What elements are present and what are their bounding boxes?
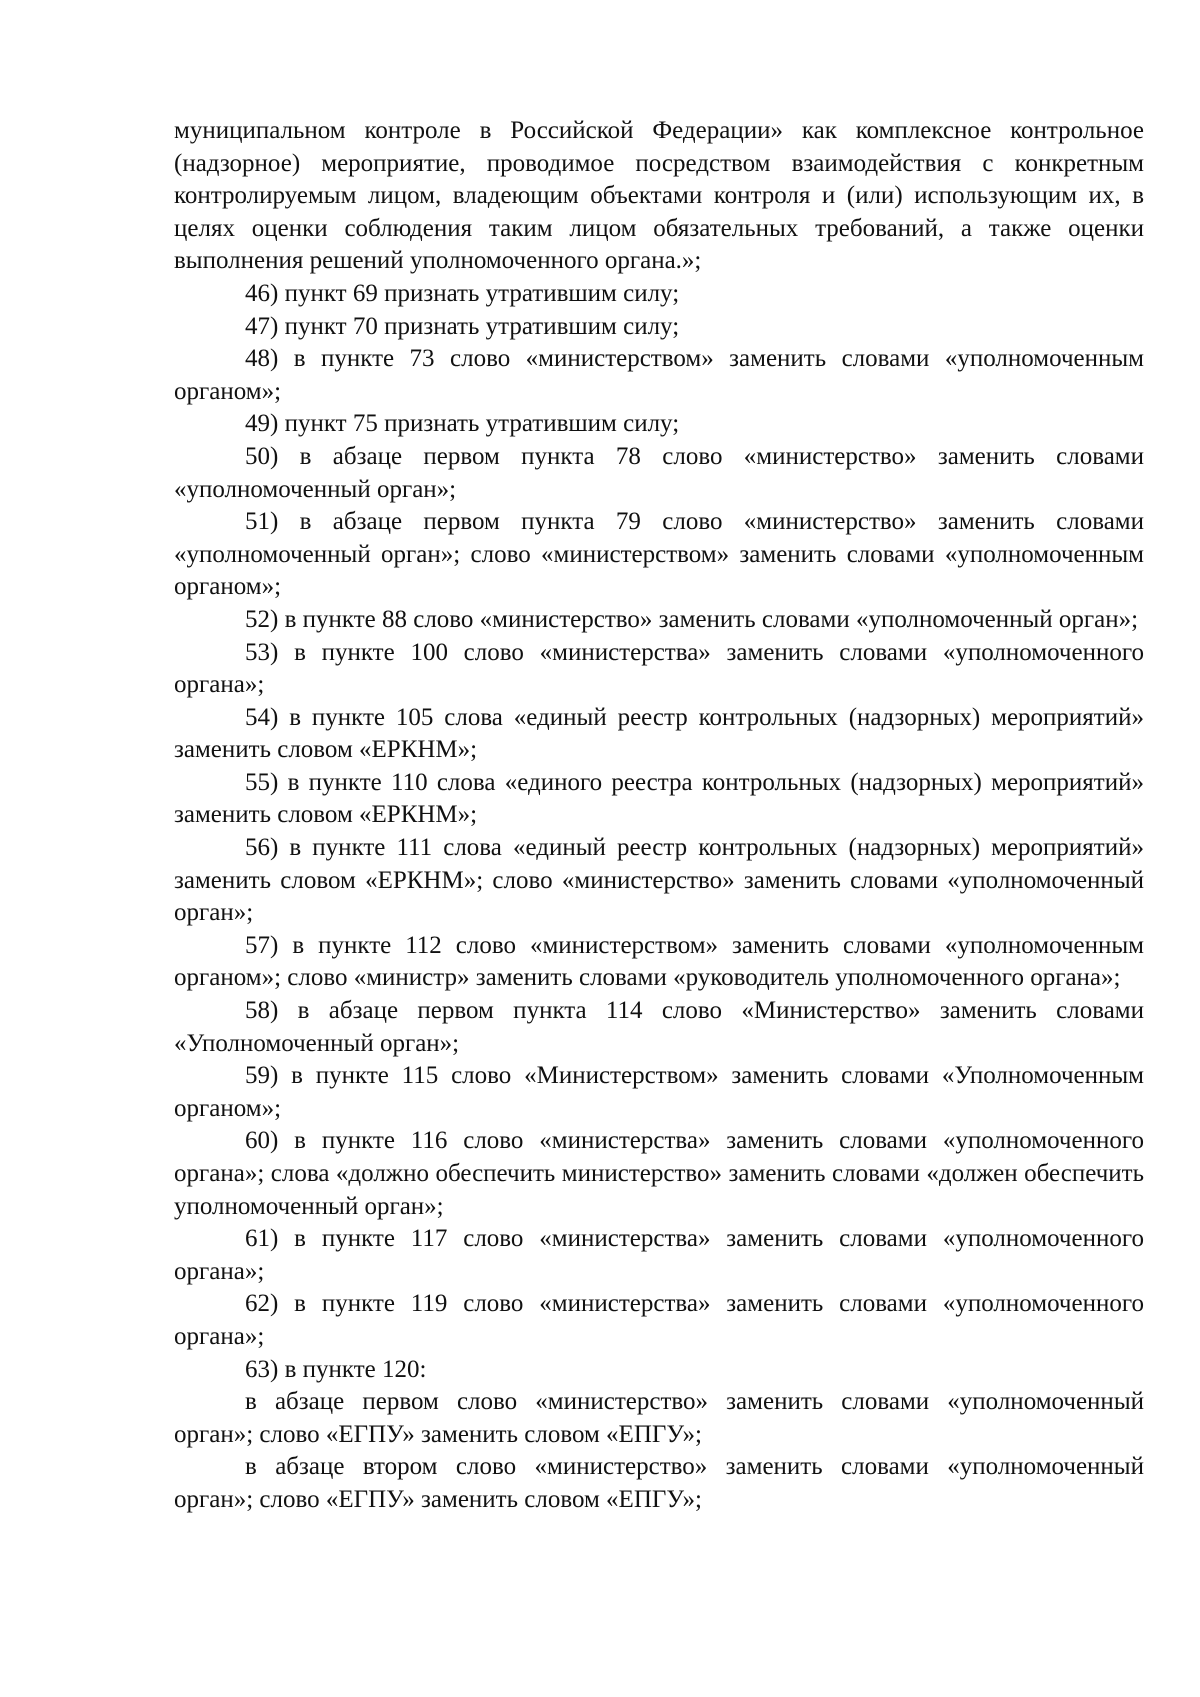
paragraph-item-55: 55) в пункте 110 слова «единого реестра контрольных (надзорных) мероприятий» заменить словом «ЕРКНМ»; — [174, 768, 1144, 829]
paragraph-item-54: 54) в пункте 105 слова «единый реестр контрольных (надзорных) мероприятий» заменить словом «ЕРКНМ»; — [174, 703, 1144, 764]
paragraph-item-56: 56) в пункте 111 слова «единый реестр контрольных (надзорных) мероприятий» заменить словом «ЕРКНМ»; слово «министерство» заменить словами «уполномоченный орган»; — [174, 834, 1144, 927]
paragraph-item-50: 50) в абзаце первом пункта 78 слово «министерство» заменить словами «уполномоченный орган»; — [174, 442, 1144, 503]
paragraph-item-58: 58) в абзаце первом пункта 114 слово «Министерство» заменить словами «Уполномоченный орган»; — [174, 997, 1144, 1057]
paragraph-item-62: 62) в пункте 119 слово «министерства» заменить словами «уполномоченного органа»; — [174, 1290, 1144, 1350]
paragraph-item-57: 57) в пункте 112 слово «министерством» заменить словами «уполномоченным органом»; слово «министр» заменить словами «руководитель уполномоченного органа»; — [174, 931, 1144, 992]
paragraph-item-59: 59) в пункте 115 слово «Министерством» заменить словами «Уполномоченным органом»; — [174, 1062, 1144, 1122]
document-page — [174, 115, 1144, 1517]
paragraph-item-52: 52) в пункте 88 слово «министерство» заменить словами «уполномоченный орган»; — [245, 605, 1139, 633]
paragraph-item-48: 48) в пункте 73 слово «министерством» заменить словами «уполномоченным органом»; — [174, 345, 1144, 405]
paragraph-item-51: 51) в абзаце первом пункта 79 слово «министерство» заменить словами «уполномоченный орган»; слово «министерством» заменить словами «уполномоченным органом»; — [174, 508, 1144, 601]
paragraph-item-63: 63) в пункте 120: — [245, 1355, 427, 1383]
paragraph-item-53: 53) в пункте 100 слово «министерства» заменить словами «уполномоченного органа»; — [174, 638, 1144, 699]
paragraph-continuation: муниципальном контроле в Российской Федерации» как комплексное контрольное (надзорное) мероприятие, проводимое посредством взаимодействия с конкретным контролируемым лицом, владеющим объектами контроля и (или) использующим их, в целях оценки соблюдения таким лицом обязательных требований, а также оценки выполнения решений уполномоченного органа.»; — [174, 117, 1144, 275]
paragraph-item-46: 46) пункт 69 признать утратившим силу; — [245, 279, 680, 307]
paragraph-subitem-second: в абзаце втором слово «министерство» заменить словами «уполномоченный орган»; слово «ЕГПУ» заменить словом «ЕПГУ»; — [174, 1453, 1144, 1513]
paragraph-item-60: 60) в пункте 116 слово «министерства» заменить словами «уполномоченного органа»; слова «должно обеспечить министерство» заменить словами «должен обеспечить уполномоченный орган»; — [174, 1127, 1144, 1220]
paragraph-item-61: 61) в пункте 117 слово «министерства» заменить словами «уполномоченного органа»; — [174, 1225, 1144, 1285]
paragraph-item-49: 49) пункт 75 признать утратившим силу; — [245, 410, 680, 438]
paragraph-item-47: 47) пункт 70 признать утратившим силу; — [245, 312, 680, 340]
paragraph-subitem-first: в абзаце первом слово «министерство» заменить словами «уполномоченный орган»; слово «ЕГПУ» заменить словом «ЕПГУ»; — [174, 1388, 1144, 1448]
